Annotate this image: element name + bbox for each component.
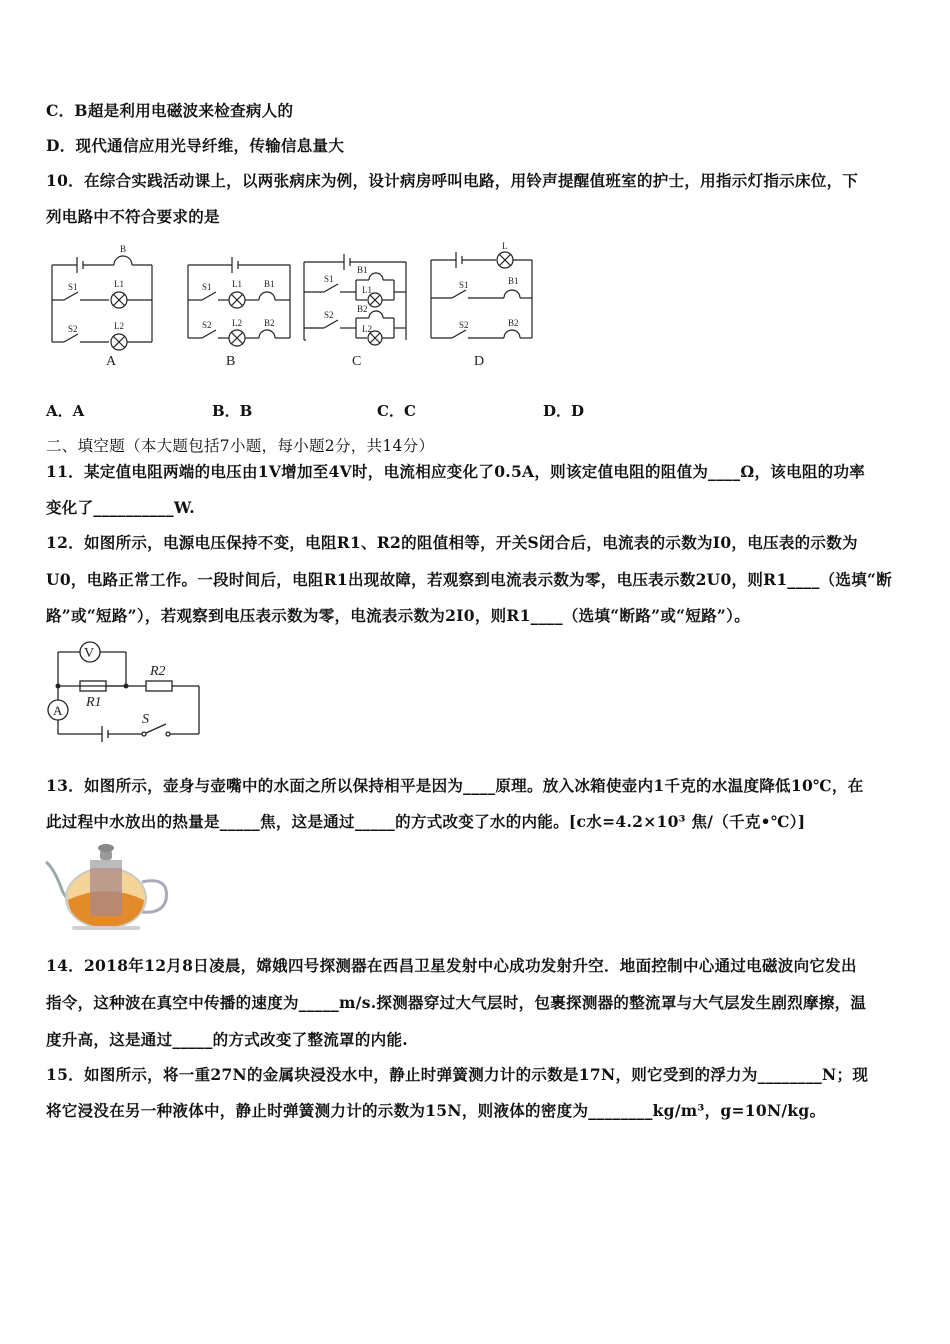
q10-text: 10．在综合实践活动课上，以两张病床为例，设计病房呼叫电路，用铃声提醒值班室的护士，用指示灯指示床位，下 [46, 171, 859, 190]
label-b1-c: B1 [357, 265, 368, 275]
label-bell-a: B [120, 244, 127, 254]
q12-text: 12．如图所示，电源电压保持不变，电阻R1、R2的阻值相等，开关S闭合后，电流表的示数为I0，电压表的示数为 [46, 533, 858, 552]
label-s1-b: S1 [202, 282, 212, 292]
answer-option-d[interactable]: D．D [543, 402, 585, 420]
label-l1-a: L1 [114, 279, 124, 289]
q13-text-cont: 此过程中水放出的热量是_____焦，这是通过_____的方式改变了水的内能。[c水=4.2×10³ 焦/（千克•℃）] [46, 812, 806, 831]
label-b1-b: B1 [264, 279, 275, 289]
label-s1-a: S1 [68, 282, 78, 292]
q12-text-cont2: 路”或“短路”），若观察到电压表示数为零，电流表示数为2I0，则R1____（选填“断路”或“短路”）。 [46, 606, 750, 625]
label-b2-d: B2 [508, 318, 519, 328]
voltmeter-label: V [84, 646, 95, 661]
diagram-label-c: C [352, 354, 362, 369]
q11-text: 11．某定值电阻两端的电压由1V增加至4V时，电流相应变化了0.5A，则该定值电阻的阻值为____Ω，该电阻的功率 [46, 462, 866, 481]
label-l1-c: L1 [362, 285, 372, 295]
r2-label: R2 [150, 664, 166, 679]
ammeter-label: A [53, 703, 63, 718]
option-d-line: D．现代通信应用光导纤维，传输信息量大 [46, 136, 345, 155]
q15-text: 15．如图所示，将一重27N的金属块浸没水中，静止时弹簧测力计的示数是17N，则它受到的浮力为________N；现 [46, 1065, 869, 1084]
label-l1-b: L1 [232, 279, 242, 289]
diagram-label-d: D [474, 354, 485, 369]
circuit-b [188, 257, 290, 346]
answer-option-c[interactable]: C．C [377, 402, 416, 420]
answer-option-a[interactable]: A．A [46, 402, 85, 420]
answer-option-b[interactable]: B．B [212, 402, 253, 420]
label-b2-c: B2 [357, 304, 368, 314]
switch-label: S [142, 712, 149, 727]
label-b1-d: B1 [508, 276, 519, 286]
r1-label: R1 [86, 695, 102, 710]
q12-circuit-diagram [44, 638, 214, 748]
label-s1-c: S1 [324, 274, 334, 284]
label-s2-d: S2 [459, 320, 469, 330]
q12-text-cont: U0，电路正常工作。一段时间后，电阻R1出现故障，若观察到电流表示数为零，电压表示数2U0，则R1____（选填“断 [46, 570, 893, 589]
q10-text-cont: 列电路中不符合要求的是 [46, 207, 220, 226]
q14-text-cont2: 度升高，这是通过_____的方式改变了整流罩的内能. [46, 1030, 408, 1049]
q10-circuit-diagrams [44, 240, 604, 370]
diagram-label-a: A [106, 354, 117, 369]
option-c-line: C．B超是利用电磁波来检查病人的 [46, 101, 294, 120]
label-lamp-d: L [502, 241, 508, 251]
q14-text: 14．2018年12月8日凌晨，嫦娥四号探测器在西昌卫星发射中心成功发射升空．地面控制中心通过电磁波向它发出 [46, 956, 857, 975]
circuit-c [304, 254, 406, 345]
label-l2-a: L2 [114, 321, 124, 331]
q11-text-cont: 变化了__________W. [46, 498, 195, 517]
q15-text-cont: 将它浸没在另一种液体中，静止时弹簧测力计的示数为15N，则液体的密度为________kg/m³，g=10N/kg。 [46, 1101, 826, 1120]
teapot-illustration [42, 842, 172, 932]
label-s1-d: S1 [459, 280, 469, 290]
circuit-a [52, 256, 152, 350]
label-s2-c: S2 [324, 310, 334, 320]
label-l2-b: L2 [232, 318, 242, 328]
diagram-label-b: B [226, 354, 236, 369]
section-heading: 二、填空题（本大题包括7小题，每小题2分，共14分） [46, 437, 435, 455]
label-l2-c: L2 [362, 324, 372, 334]
q14-text-cont: 指令，这种波在真空中传播的速度为_____m/s.探测器穿过大气层时，包裹探测器的整流罩与大气层发生剧烈摩擦，温 [46, 993, 867, 1012]
label-b2-b: B2 [264, 318, 275, 328]
label-s2-a: S2 [68, 324, 78, 334]
label-s2-b: S2 [202, 320, 212, 330]
q13-text: 13．如图所示，壶身与壶嘴中的水面之所以保持相平是因为____原理。放入冰箱使壶内1千克的水温度降低10℃，在 [46, 776, 864, 795]
